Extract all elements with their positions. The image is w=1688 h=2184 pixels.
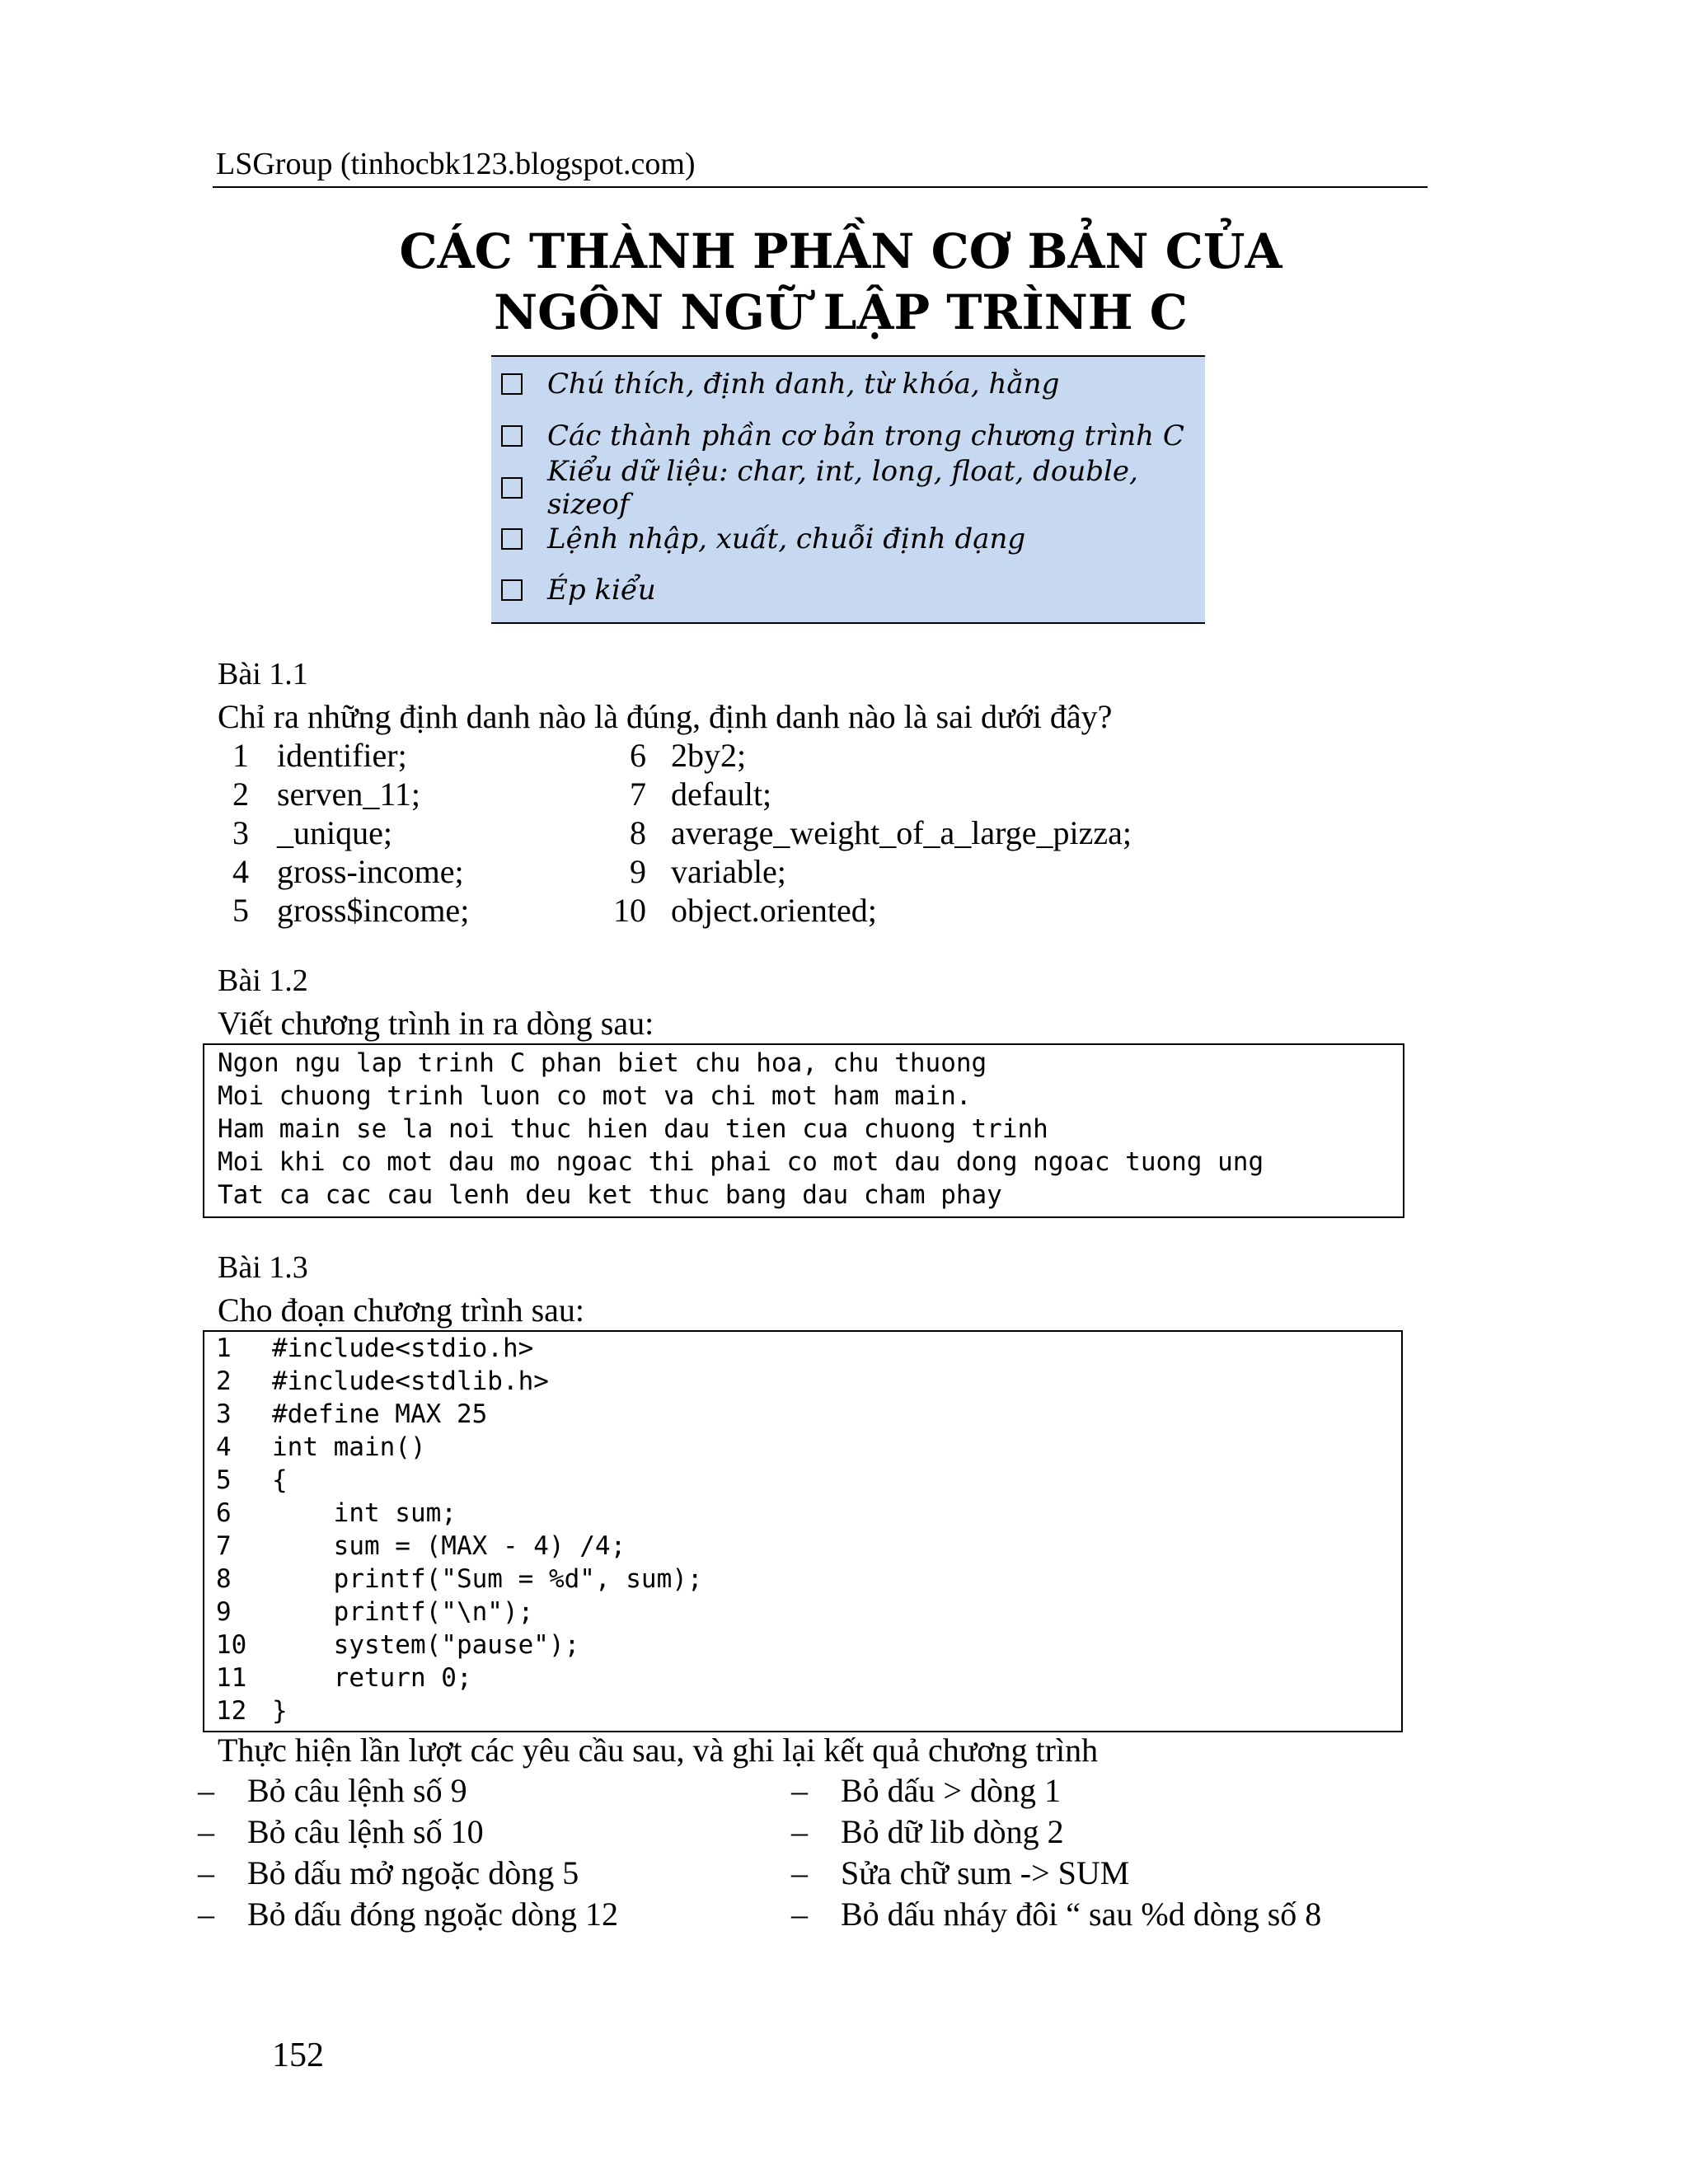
task-item (198, 1853, 579, 1894)
topic-item (501, 455, 1205, 521)
identifier-number: 7 (630, 776, 646, 813)
identifier-value: identifier; (277, 737, 407, 774)
identifier-value: gross-income; (277, 853, 464, 890)
exercise-1-3-instruction: Thực hiện lần lượt các yêu cầu sau, và ghi lại kết quả chương trình (218, 1732, 1099, 1769)
identifier-number: 2 (232, 776, 249, 813)
checkbox-icon (501, 477, 523, 499)
code-line: #define MAX 25 (272, 1399, 488, 1429)
dash-bullet: – (198, 1854, 214, 1891)
identifier-number: 8 (630, 814, 646, 851)
checkbox-icon (501, 528, 523, 550)
exercise-1-3-prompt: Cho đoạn chương trình sau: (218, 1291, 584, 1329)
identifier-value: _unique; (277, 814, 392, 851)
code-line: sum = (MAX - 4) /4; (272, 1531, 626, 1561)
task-item (791, 1853, 1129, 1894)
exercise-1-1-question: Chỉ ra những định danh nào là đúng, định danh nào là sai dưới đây? (218, 698, 1113, 735)
task-item (791, 1811, 1064, 1853)
identifier-value: 2by2; (671, 737, 747, 774)
exercise-1-3-label: Bài 1.3 (218, 1250, 308, 1285)
task-text: Bỏ dấu > dòng 1 (841, 1772, 1061, 1809)
topic-text: Ép kiểu (547, 574, 656, 607)
output-line: Moi chuong trinh luon co mot va chi mot ham main. (218, 1081, 972, 1111)
code-line: system("pause"); (272, 1630, 580, 1660)
identifier-number: 6 (630, 737, 646, 774)
code-line: printf("Sum = %d", sum); (272, 1564, 703, 1594)
topic-text: Lệnh nhập, xuất, chuỗi định dạng (547, 523, 1026, 555)
identifier-value: object.oriented; (671, 892, 877, 929)
task-item (198, 1770, 467, 1811)
identifier-value: average_weight_of_a_large_pizza; (671, 814, 1132, 851)
header-rule (213, 186, 1428, 188)
topics-box (491, 355, 1205, 624)
task-text: Bỏ câu lệnh số 10 (247, 1813, 484, 1850)
code-line: #include<stdlib.h> (272, 1366, 549, 1396)
topic-item (501, 513, 1025, 565)
identifier-number: 10 (613, 892, 646, 929)
code-line-number: 8 (216, 1564, 232, 1594)
output-line: Ham main se la noi thuc hien dau tien cua chuong trinh (218, 1114, 1048, 1144)
task-text: Sửa chữ sum -> SUM (841, 1854, 1130, 1891)
identifier-number: 4 (232, 853, 249, 890)
code-line: int main() (272, 1432, 426, 1462)
code-line-number: 1 (216, 1333, 232, 1363)
dash-bullet: – (791, 1854, 808, 1891)
task-item (791, 1894, 1321, 1935)
checkbox-icon (501, 373, 523, 395)
task-text: Bỏ dữ lib dòng 2 (841, 1813, 1064, 1850)
code-line: { (272, 1465, 288, 1495)
code-line-number: 7 (216, 1531, 232, 1561)
code-line: printf("\n"); (272, 1597, 534, 1627)
task-item (791, 1770, 1061, 1811)
task-text: Bỏ câu lệnh số 9 (247, 1772, 467, 1809)
checkbox-icon (501, 425, 523, 447)
identifier-value: default; (671, 776, 772, 813)
identifier-value: variable; (671, 853, 786, 890)
code-line-number: 11 (216, 1663, 247, 1693)
output-line: Moi khi co mot dau mo ngoac thi phai co mot dau dong ngoac tuong ung (218, 1147, 1264, 1177)
output-text-box (203, 1043, 1404, 1218)
code-line-number: 2 (216, 1366, 232, 1396)
code-line: } (272, 1696, 288, 1726)
task-text: Bỏ dấu đóng ngoặc dòng 12 (247, 1896, 618, 1933)
identifier-number: 1 (232, 737, 249, 774)
identifier-number: 3 (232, 814, 249, 851)
code-line-number: 12 (216, 1696, 247, 1726)
identifier-value: serven_11; (277, 776, 421, 813)
dash-bullet: – (198, 1813, 214, 1850)
identifier-value: gross$income; (277, 892, 470, 929)
code-line-number: 3 (216, 1399, 232, 1429)
topic-text: Kiểu dữ liệu: char, int, long, float, double, sizeof (547, 455, 1138, 521)
topic-item (501, 359, 1059, 410)
task-text: Bỏ dấu mở ngoặc dòng 5 (247, 1854, 579, 1891)
topic-item (501, 565, 656, 616)
chapter-title-line-1: CÁC THÀNH PHẦN CƠ BẢN CỦA (399, 223, 1282, 279)
code-line-number: 9 (216, 1597, 232, 1627)
topic-item (501, 410, 1184, 462)
dash-bullet: – (791, 1896, 808, 1933)
code-line: int sum; (272, 1498, 457, 1528)
topic-text: Chú thích, định danh, từ khóa, hằng (547, 368, 1060, 401)
output-line: Ngon ngu lap trinh C phan biet chu hoa, chu thuong (218, 1048, 987, 1078)
code-line: #include<stdio.h> (272, 1333, 534, 1363)
chapter-title (214, 221, 1467, 343)
code-line-number: 6 (216, 1498, 232, 1528)
dash-bullet: – (791, 1813, 808, 1850)
code-line-number: 5 (216, 1465, 232, 1495)
identifier-number: 5 (232, 892, 249, 929)
task-text: Bỏ dấu nháy đôi “ sau %d dòng số 8 (841, 1896, 1322, 1933)
identifier-number: 9 (630, 853, 646, 890)
task-item (198, 1894, 618, 1935)
dash-bullet: – (198, 1772, 214, 1809)
output-line: Tat ca cac cau lenh deu ket thuc bang dau cham phay (218, 1180, 1002, 1210)
code-line-number: 4 (216, 1432, 232, 1462)
exercise-1-2-label: Bài 1.2 (218, 963, 308, 998)
dash-bullet: – (198, 1896, 214, 1933)
chapter-title-line-2: NGÔN NGỮ LẬP TRÌNH C (494, 284, 1188, 340)
code-listing (203, 1330, 1403, 1732)
running-header: LSGroup (tinhocbk123.blogspot.com) (216, 147, 696, 181)
exercise-1-2-prompt: Viết chương trình in ra dòng sau: (218, 1005, 654, 1042)
code-line: return 0; (272, 1663, 472, 1693)
exercise-1-1-label: Bài 1.1 (218, 657, 308, 691)
topic-text: Các thành phần cơ bản trong chương trình C (547, 419, 1184, 452)
checkbox-icon (501, 579, 523, 601)
code-line-number: 10 (216, 1630, 247, 1660)
page-number: 152 (272, 2036, 324, 2074)
task-item (198, 1811, 484, 1853)
dash-bullet: – (791, 1772, 808, 1809)
